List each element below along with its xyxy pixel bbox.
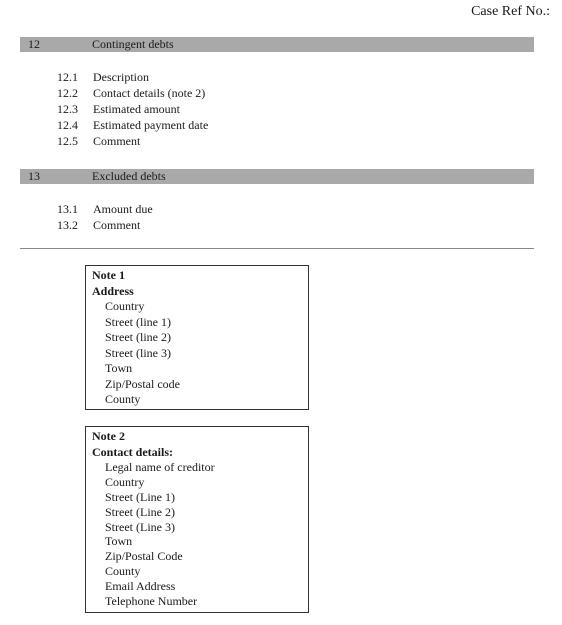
note-field: Street (line 3) (105, 345, 171, 360)
item-number: 13.2 (57, 218, 78, 232)
note-field-list (92, 299, 302, 408)
note-field: Email Address (105, 579, 176, 594)
item-label: Comment (93, 134, 141, 148)
note-field: Telephone Number (105, 594, 198, 609)
note-box-contact-details (85, 426, 309, 613)
note-heading: Address (92, 283, 134, 298)
contingent-debts-items (57, 69, 208, 149)
note-field: Country (105, 299, 145, 313)
item-number: 12.4 (57, 118, 78, 132)
note-field-list (92, 460, 302, 609)
section-title: Contingent debts (92, 37, 174, 51)
item-number: 12.2 (57, 86, 78, 100)
excluded-debts-items (57, 201, 153, 233)
note-field: Zip/Postal code (105, 376, 180, 391)
note-title: Note 2 (92, 429, 125, 443)
list-item (57, 201, 153, 217)
note-field: County (105, 564, 141, 579)
item-number: 12.3 (57, 102, 78, 116)
item-label: Amount due (93, 202, 153, 216)
note-field: Street (line 2) (105, 330, 171, 344)
item-label: Comment (93, 218, 141, 232)
case-ref-label: Case Ref No.: (471, 4, 550, 19)
list-item (57, 117, 208, 133)
note-field: Country (105, 474, 145, 489)
section-header-excluded-debts (20, 169, 534, 184)
note-field: Legal name of creditor (105, 460, 215, 474)
item-label: Estimated amount (93, 102, 180, 116)
section-title: Excluded debts (92, 169, 166, 183)
item-number: 13.1 (57, 202, 78, 216)
note-box-address (85, 265, 309, 410)
divider (20, 248, 534, 249)
note-field: Street (Line 1) (105, 489, 175, 504)
note-field: County (105, 392, 141, 406)
item-number: 12.1 (57, 70, 78, 84)
note-field: Street (Line 2) (105, 504, 175, 519)
note-field: Town (105, 361, 133, 375)
note-heading: Contact details: (92, 444, 173, 459)
item-label: Description (93, 70, 149, 84)
item-number: 12.5 (57, 134, 78, 148)
item-label: Contact details (note 2) (93, 86, 206, 100)
section-number: 13 (28, 169, 40, 183)
list-item (57, 101, 208, 117)
section-number: 12 (28, 37, 40, 51)
note-title: Note 1 (92, 268, 125, 282)
note-field: Town (105, 534, 133, 549)
note-field: Street (Line 3) (105, 519, 175, 534)
list-item (57, 133, 208, 149)
section-header-contingent-debts (20, 37, 534, 52)
item-label: Estimated payment date (93, 118, 209, 132)
note-field: Zip/Postal Code (105, 549, 183, 564)
note-field: Street (line 1) (105, 314, 171, 329)
list-item (57, 69, 208, 85)
list-item (57, 217, 153, 233)
list-item (57, 85, 208, 101)
